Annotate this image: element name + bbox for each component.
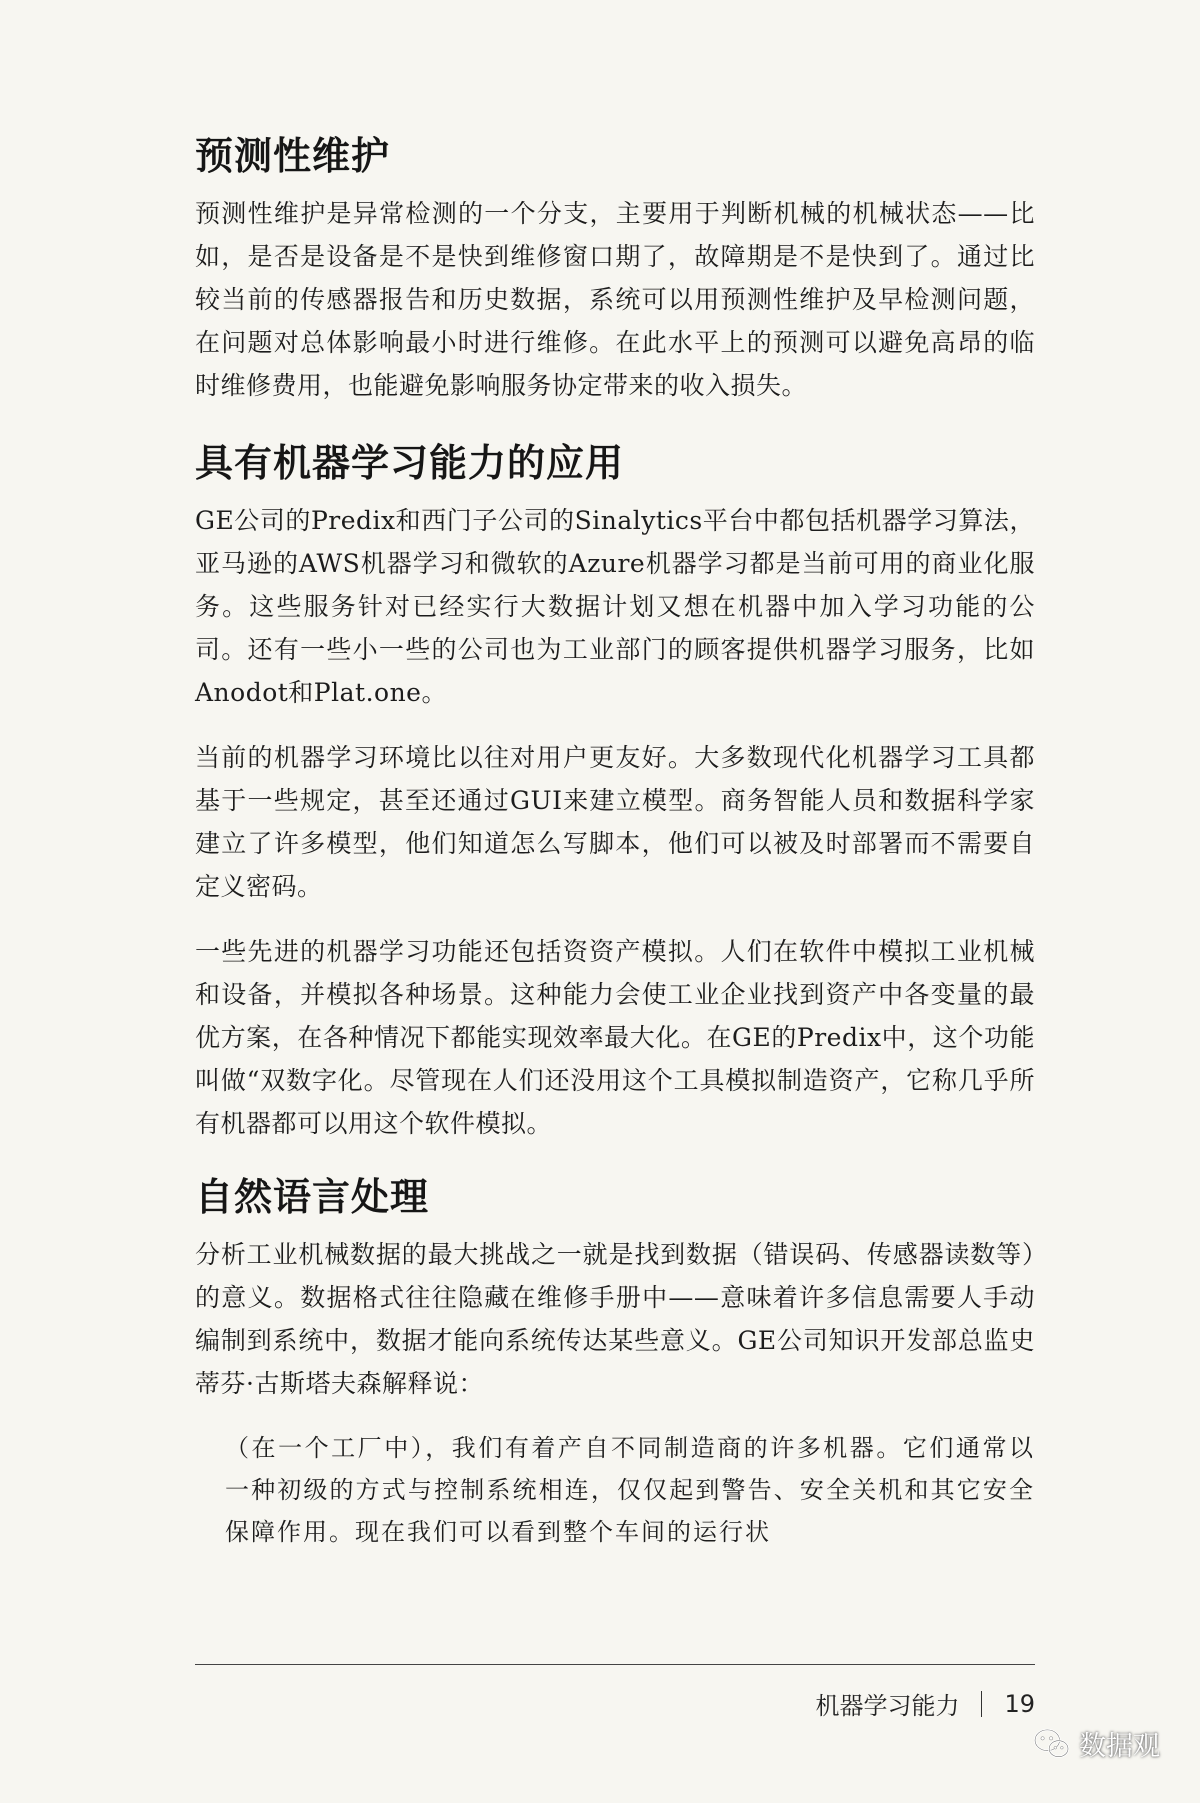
paragraph: GE公司的Predix和西门子公司的Sinalytics平台中都包括机器学习算法，亚马逊的AWS机器学习和微软的Azure机器学习都是当前可用的商业化服务。这些服务针对已经实行大数据计划又想在机器中加入学习功能的公司。还有一些小一些的公司也为工业部门的顾客提供机器学习服务，比如Anodot和Plat.one。 (195, 506, 1035, 707)
section-heading: 具有机器学习能力的应用 (195, 441, 625, 485)
paragraph: 分析工业机械数据的最大挑战之一就是找到数据（错误码、传感器读数等）的意义。数据格式往往隐藏在维修手册中——意味着许多信息需要人手动编制到系统中，数据才能向系统传达某些意义。GE公司知识开发部总监史蒂芬·古斯塔夫森解释说： (195, 1240, 1035, 1398)
paragraph: 一些先进的机器学习功能还包括资资产模拟。人们在软件中模拟工业机械和设备，并模拟各种场景。这种能力会使工业企业找到资产中各变量的最优方案，在各种情况下都能实现效率最大化。在GE的Predix中，这个功能叫做“双数字化。尽管现在人们还没用这个工具模拟制造资产，它称几乎所有机器都可以用这个软件模拟。 (195, 937, 1035, 1138)
watermark-text: 数据观 (1079, 1731, 1160, 1762)
section-ml-applications (195, 437, 1035, 1145)
watermark (1033, 1724, 1160, 1763)
section-heading: 自然语言处理 (195, 1175, 430, 1219)
wechat-icon (1033, 1728, 1071, 1760)
block-quote: （在一个工厂中），我们有着产自不同制造商的许多机器。它们通常以一种初级的方式与控制系统相连，仅仅起到警告、安全关机和其它安全保障作用。现在我们可以看到整个车间的运行状 (225, 1434, 1035, 1546)
paragraph: 当前的机器学习环境比以往对用户更友好。大多数现代化机器学习工具都基于一些规定，甚至还通过GUI来建立模型。商务智能人员和数据科学家建立了许多模型，他们知道怎么写脚本，他们可以被及时部署而不需要自定义密码。 (195, 743, 1035, 901)
section-nlp (195, 1171, 1035, 1553)
page-content (195, 130, 1035, 1553)
page-number: 19 (1004, 1689, 1035, 1718)
paragraph: 预测性维护是异常检测的一个分支，主要用于判断机械的机械状态——比如，是否是设备是不是快到维修窗口期了，故障期是不是快到了。通过比较当前的传感器报告和历史数据，系统可以用预测性维护及早检测问题，在问题对总体影响最小时进行维修。在此水平上的预测可以避免高昂的临时维修费用，也能避免影响服务协定带来的收入损失。 (195, 199, 1035, 400)
footer-divider (195, 1664, 1035, 1665)
page-footer (815, 1686, 1035, 1721)
footer-separator (981, 1691, 982, 1717)
section-predictive-maintenance (195, 130, 1035, 407)
footer-chapter-title: 机器学习能力 (815, 1692, 960, 1720)
section-heading: 预测性维护 (195, 134, 391, 178)
